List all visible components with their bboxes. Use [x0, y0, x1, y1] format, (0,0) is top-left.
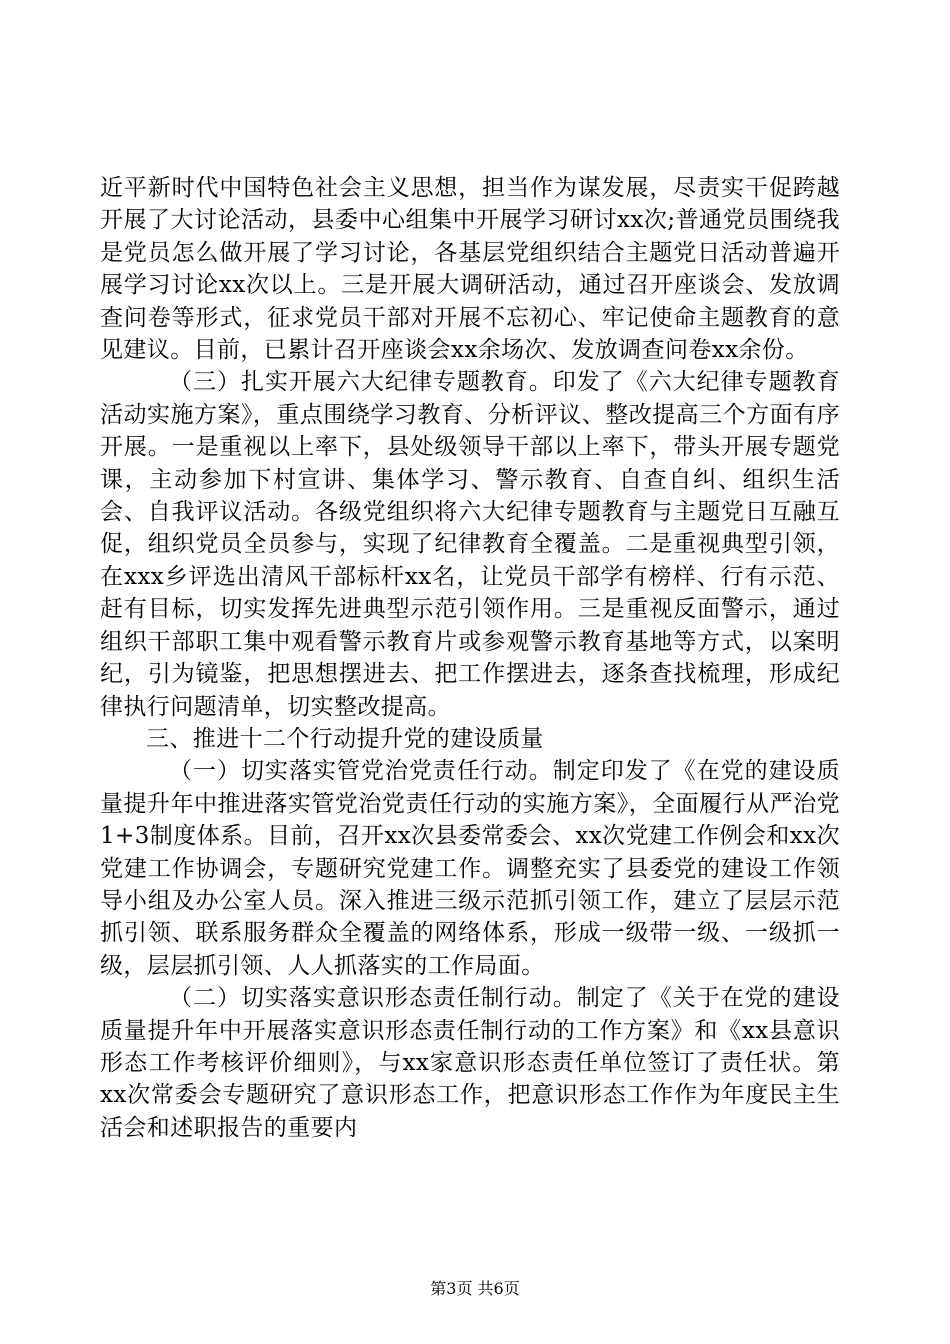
paragraph-continuation: 近平新时代中国特色社会主义思想，担当作为谋发展，尽责实干促跨越开展了大讨论活动，县委中心组集中开展学习研讨xx次;普通党员围绕我是党员怎么做开展了学习讨论，各基层党组织结合主题党日活动普遍开展学习讨论xx次以上。三是开展大调研活动，通过召开座谈会、发放调查问卷等形式，征求党员干部对开展不忘初心、牢记使命主题教育的意见建议。目前，已累计召开座谈会xx余场次、发放调查问卷xx余份。	[100, 175, 840, 364]
paragraph-section-3-1: （一）切实落实管党治党责任行动。制定印发了《在党的建设质量提升年中推进落实管党治党责任行动的实施方案》，全面履行从严治党1+3制度体系。目前，召开xx次县委常委会、xx次党建工作例会和xx次党建工作协调会，专题研究党建工作。调整充实了县委党的建设工作领导小组及办公室人员。深入推进三级示范抓引领工作，建立了层层示范抓引领、联系服务群众全覆盖的网络体系，形成一级带一级、一级抓一级，层层抓引领、人人抓落实的工作局面。	[100, 758, 840, 979]
page-number-footer: 第3页 共6页	[430, 1279, 520, 1298]
paragraph-section-3-3: （三）扎实开展六大纪律专题教育。印发了《六大纪律专题教育活动实施方案》，重点围绕学习教育、分析评议、整改提高三个方面有序开展。一是重视以上率下，县处级领导干部以上率下，带头开展专题党课，主动参加下村宣讲、集体学习、警示教育、自查自纠、组织生活会、自我评议活动。各级党组织将六大纪律专题教育与主题党日互融互促，组织党员全员参与，实现了纪律教育全覆盖。二是重视典型引领，在xxx乡评选出清风干部标杆xx名，让党员干部学有榜样、行有示范、赶有目标，切实发挥先进典型示范引领作用。三是重视反面警示，通过组织干部职工集中观看警示教育片或参观警示教育基地等方式，以案明纪，引为镜鉴，把思想摆进去、把工作摆进去，逐条查找梳理，形成纪律执行问题清单，切实整改提高。	[100, 369, 840, 720]
document-body	[100, 172, 840, 1144]
paragraph-section-3-2: （二）切实落实意识形态责任制行动。制定了《关于在党的建设质量提升年中开展落实意识形态责任制行动的工作方案》和《xx县意识形态工作考核评价细则》，与xx家意识形态责任单位签订了责任状。第xx次常委会专题研究了意识形态工作，把意识形态工作作为年度民主生活会和述职报告的重要内	[100, 985, 840, 1141]
section-heading-3: 三、推进十二个行动提升党的建设质量	[146, 725, 544, 752]
